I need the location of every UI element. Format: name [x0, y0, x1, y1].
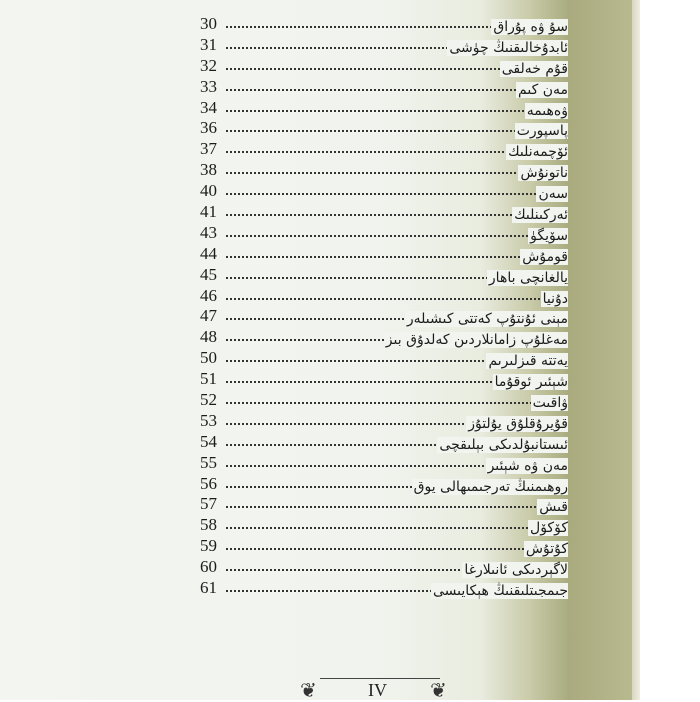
toc-entry — [196, 515, 568, 536]
toc-entry — [196, 494, 568, 515]
toc-title: دۇنيا — [542, 290, 568, 307]
toc-title: قۇيرۇقلۇق يۇلتۇز — [468, 415, 568, 432]
toc-title: روھىمنىڭ تەرجىمىھالى يوق — [413, 478, 568, 495]
toc-title: سەن — [538, 186, 568, 203]
toc-page-number: 44 — [200, 243, 217, 263]
page-number: IV — [368, 680, 387, 700]
leader-dots — [226, 110, 568, 112]
toc-title: مەن كىم — [518, 81, 568, 98]
toc-entry — [196, 35, 568, 56]
toc-entry — [196, 98, 568, 119]
toc-title: قومۇش — [522, 248, 568, 265]
toc-title: مەن ۋە شېئىر — [487, 457, 568, 474]
toc-page-number: 45 — [200, 264, 217, 284]
toc-page-number: 41 — [200, 202, 217, 222]
toc-page-number: 40 — [200, 181, 217, 201]
leader-dots — [226, 548, 568, 550]
toc-title: پاسپورت — [516, 123, 568, 140]
toc-entry — [196, 369, 568, 390]
toc-page-number: 30 — [200, 14, 217, 33]
toc-entry — [196, 202, 568, 223]
toc-title: مەغلۇپ زامانلاردىن كەلدۇق بىز — [385, 332, 568, 349]
leader-dots — [226, 298, 568, 300]
toc-entry — [196, 306, 568, 327]
toc-title: ئىستانبۇلدىكى بېلىقچى — [439, 436, 568, 453]
toc-page-number: 52 — [200, 390, 217, 410]
leader-dots — [226, 402, 568, 404]
toc-title: قىش — [539, 499, 568, 516]
toc-page-number: 61 — [200, 578, 217, 598]
toc-page-number: 51 — [200, 369, 217, 389]
toc-title: ئەركىنلىك — [514, 207, 568, 224]
toc-title: قۇم خەلقى — [501, 60, 568, 77]
toc-title: يەتتە قىزلىرىم — [488, 353, 568, 370]
toc-page-number: 37 — [200, 139, 217, 159]
toc-page-number: 43 — [200, 222, 217, 242]
toc-title: مېنى ئۇنتۇپ كەتتى كىشىلەر — [406, 311, 568, 328]
toc-entry — [196, 474, 568, 495]
toc-entry — [196, 536, 568, 557]
toc-title: ۋەھىمە — [526, 102, 568, 119]
toc-page-number: 58 — [200, 515, 217, 535]
toc-entry — [196, 181, 568, 202]
toc-entry — [196, 286, 568, 307]
toc-page-number: 60 — [200, 557, 217, 577]
toc-page-number: 34 — [200, 97, 217, 117]
leader-dots — [226, 256, 568, 258]
leader-dots — [226, 506, 568, 508]
toc-entry — [196, 77, 568, 98]
toc-title: كۇتۇش — [525, 541, 568, 558]
toc-page-number: 53 — [200, 410, 217, 430]
toc-title: يالغانچى باھار — [488, 269, 568, 286]
toc-page-number: 46 — [200, 285, 217, 305]
toc-entry — [196, 327, 568, 348]
leader-dots — [226, 172, 568, 174]
toc-title: سۆيگۈ — [530, 227, 568, 244]
toc-page-number: 36 — [200, 118, 217, 138]
toc-entry — [196, 223, 568, 244]
page-edge — [632, 0, 640, 700]
toc-page-number: 55 — [200, 452, 217, 472]
leader-dots — [226, 235, 568, 237]
toc-page-number: 59 — [200, 536, 217, 556]
toc-entry — [196, 118, 568, 139]
toc-entry — [196, 265, 568, 286]
toc-entry — [196, 578, 568, 599]
toc-page-number: 47 — [200, 306, 217, 326]
page-footer — [300, 676, 460, 700]
toc-entry — [196, 139, 568, 160]
toc-entry — [196, 390, 568, 411]
toc-page-number: 56 — [200, 473, 217, 493]
toc-title: ناتونۇش — [520, 165, 568, 182]
ornament-left-icon: ❦ — [300, 678, 317, 702]
table-of-contents — [196, 14, 568, 599]
toc-title: ۋاقىت — [532, 395, 568, 412]
toc-title: ئابدۇخالىقنىڭ چۈشى — [449, 39, 568, 56]
toc-entry — [196, 411, 568, 432]
toc-title: جىمجىتلىقنىڭ ھېكايىسى — [433, 583, 568, 600]
toc-entry — [196, 557, 568, 578]
toc-page-number: 38 — [200, 160, 217, 180]
toc-page-number: 57 — [200, 494, 217, 514]
toc-page-number: 48 — [200, 327, 217, 347]
toc-entry — [196, 432, 568, 453]
toc-page-number: 32 — [200, 55, 217, 75]
toc-entry — [196, 56, 568, 77]
leader-dots — [226, 527, 568, 529]
toc-entry — [196, 453, 568, 474]
toc-title: كۆكۆل — [530, 520, 568, 537]
toc-page-number: 50 — [200, 348, 217, 368]
toc-entry — [196, 160, 568, 181]
toc-entry — [196, 244, 568, 265]
toc-page-number: 33 — [200, 76, 217, 96]
footer-rule — [320, 678, 440, 679]
toc-entry — [196, 14, 568, 35]
ornament-right-icon: ❦ — [430, 678, 447, 702]
leader-dots — [226, 193, 568, 195]
toc-page-number: 31 — [200, 34, 217, 54]
toc-entry — [196, 348, 568, 369]
toc-title: لاگېردىكى ئانىلارغا — [464, 562, 568, 579]
toc-title: سۇ ۋە پۇراق — [493, 19, 568, 35]
toc-title: ئۆچمەنلىك — [508, 144, 568, 161]
toc-title: شېئىر ئوقۇما — [494, 374, 568, 391]
toc-page-number: 54 — [200, 431, 217, 451]
